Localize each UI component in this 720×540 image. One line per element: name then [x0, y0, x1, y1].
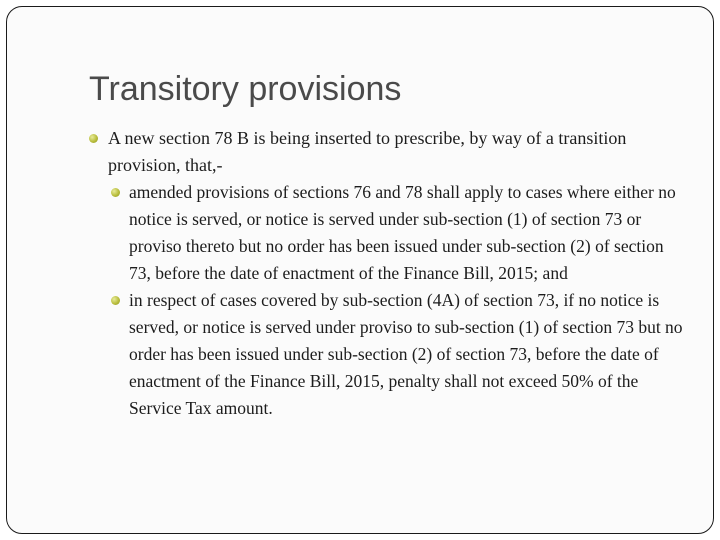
- sub-bullet-text: in respect of cases covered by sub-section (4A) of section 73, if no notice is served, or notice is served under proviso to sub-section (1) of section 73 but no order has been issued under sub-section (2) of section 73, before the date of enactment of the Finance Bill, 2015, penalty shall not exceed 50% of the Service Tax amount.: [129, 290, 683, 418]
- bullet-dot-icon: [89, 134, 98, 143]
- slide-frame: [6, 6, 714, 534]
- bullet-item-level-2: [89, 179, 689, 287]
- bullet-text: A new section 78 B is being inserted to prescribe, by way of a transition provision, that,-: [108, 128, 627, 175]
- bullet-item-level-2: [89, 287, 689, 422]
- slide-content: [89, 125, 689, 422]
- sub-bullet-list: [89, 179, 689, 422]
- slide-title: Transitory provisions: [89, 70, 402, 108]
- bullet-dot-icon: [111, 188, 120, 197]
- sub-bullet-text: amended provisions of sections 76 and 78 shall apply to cases where either no notice is served, or notice is served under sub-section (1) of section 73 or proviso thereto but no order has been issued under sub-section (2) of section 73, before the date of enactment of the Finance Bill, 2015; and: [129, 182, 676, 283]
- bullet-item-level-1: [89, 125, 689, 179]
- bullet-dot-icon: [111, 296, 120, 305]
